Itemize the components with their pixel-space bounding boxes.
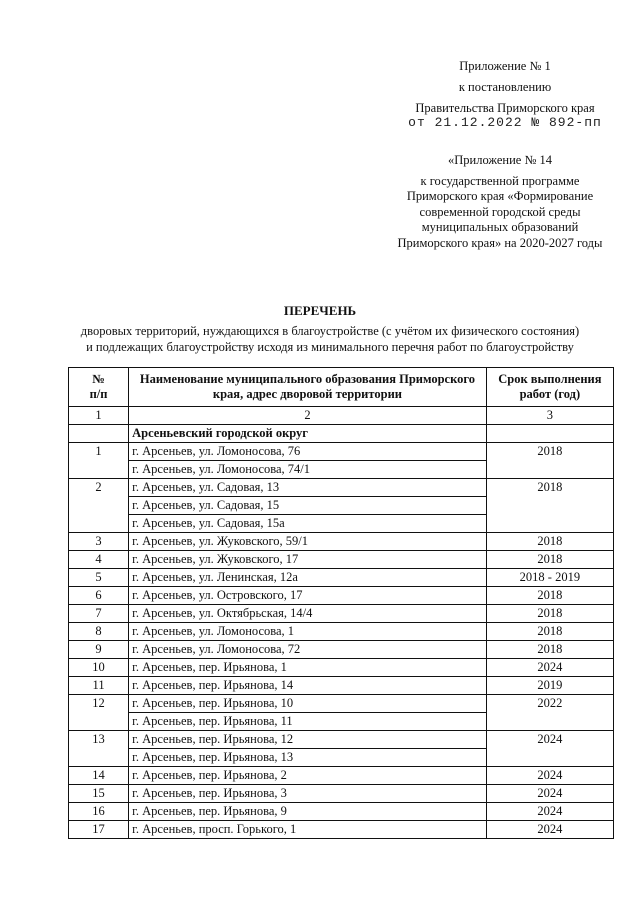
row-number: 8 bbox=[69, 623, 129, 641]
header-number-label: п/п bbox=[89, 387, 108, 401]
row-address: г. Арсеньев, пер. Ирьянова, 14 bbox=[129, 677, 487, 695]
row-number: 5 bbox=[69, 569, 129, 587]
group-name: Арсеньевский городской округ bbox=[129, 425, 487, 443]
appendix-14-line: Приморского края» на 2020-2027 годы bbox=[397, 235, 603, 250]
row-number: 12 bbox=[69, 695, 129, 731]
row-number: 15 bbox=[69, 785, 129, 803]
table-row bbox=[69, 533, 614, 551]
row-address: г. Арсеньев, пер. Ирьянова, 12 bbox=[129, 731, 487, 749]
row-number: 6 bbox=[69, 587, 129, 605]
appendix-1-government: Правительства Приморского края bbox=[415, 101, 595, 115]
header-term bbox=[486, 368, 613, 407]
table-row bbox=[69, 767, 614, 785]
row-number: 2 bbox=[69, 479, 129, 533]
row-year: 2018 - 2019 bbox=[486, 569, 613, 587]
table-row bbox=[69, 551, 614, 569]
header-term-line: Срок выполнения bbox=[498, 372, 602, 386]
row-year: 2018 bbox=[486, 551, 613, 569]
row-number: 13 bbox=[69, 731, 129, 767]
header-name: Наименование муниципального образования Приморского края, адрес дворовой территории bbox=[129, 368, 487, 407]
row-address: г. Арсеньев, ул. Ленинская, 12а bbox=[129, 569, 487, 587]
row-number: 3 bbox=[69, 533, 129, 551]
row-address: г. Арсеньев, ул. Ломоносова, 74/1 bbox=[129, 461, 487, 479]
row-address: г. Арсеньев, ул. Октябрьская, 14/4 bbox=[129, 605, 487, 623]
group-empty-cell bbox=[486, 425, 613, 443]
column-number-row bbox=[69, 407, 614, 425]
row-year: 2018 bbox=[486, 623, 613, 641]
header-number bbox=[69, 368, 129, 407]
row-number: 10 bbox=[69, 659, 129, 677]
table-row bbox=[69, 479, 614, 497]
row-year: 2018 bbox=[486, 641, 613, 659]
table-row bbox=[69, 569, 614, 587]
appendix-1-date-stamp: от 21.12.2022 № 892-пп bbox=[408, 115, 602, 130]
row-address: г. Арсеньев, просп. Горького, 1 bbox=[129, 821, 487, 839]
table-row bbox=[69, 785, 614, 803]
row-number: 4 bbox=[69, 551, 129, 569]
row-year: 2024 bbox=[486, 821, 613, 839]
row-number: 11 bbox=[69, 677, 129, 695]
table-header-row bbox=[69, 368, 614, 407]
row-address: г. Арсеньев, ул. Жуковского, 59/1 bbox=[129, 533, 487, 551]
row-address: г. Арсеньев, пер. Ирьянова, 9 bbox=[129, 803, 487, 821]
row-address: г. Арсеньев, пер. Ирьянова, 13 bbox=[129, 749, 487, 767]
row-address: г. Арсеньев, ул. Садовая, 15а bbox=[129, 515, 487, 533]
table-row bbox=[69, 443, 614, 461]
row-year: 2024 bbox=[486, 767, 613, 785]
row-year: 2019 bbox=[486, 677, 613, 695]
appendix-1-block bbox=[380, 58, 630, 136]
group-row bbox=[69, 425, 614, 443]
row-year: 2024 bbox=[486, 731, 613, 767]
table-row bbox=[69, 731, 614, 749]
document-title: ПЕРЕЧЕНЬ bbox=[283, 303, 357, 318]
table-row bbox=[69, 821, 614, 839]
row-year: 2018 bbox=[486, 587, 613, 605]
table-row bbox=[69, 803, 614, 821]
row-number: 7 bbox=[69, 605, 129, 623]
row-address: г. Арсеньев, ул. Ломоносова, 1 bbox=[129, 623, 487, 641]
row-year: 2024 bbox=[486, 803, 613, 821]
group-empty-cell bbox=[69, 425, 129, 443]
row-number: 1 bbox=[69, 443, 129, 479]
subtitle-line: дворовых территорий, нуждающихся в благоустройстве (с учётом их физического состояния) bbox=[80, 324, 580, 338]
row-year: 2018 bbox=[486, 605, 613, 623]
appendix-1-title: Приложение № 1 bbox=[459, 59, 551, 73]
row-year: 2022 bbox=[486, 695, 613, 731]
appendix-14-line: современной городской среды bbox=[419, 204, 581, 219]
table-row bbox=[69, 677, 614, 695]
table-row bbox=[69, 641, 614, 659]
row-year: 2018 bbox=[486, 443, 613, 479]
row-number: 9 bbox=[69, 641, 129, 659]
row-year: 2024 bbox=[486, 659, 613, 677]
table-row bbox=[69, 605, 614, 623]
table-row bbox=[69, 695, 614, 713]
appendix-14-title: «Приложение № 14 bbox=[447, 153, 553, 167]
table-row bbox=[69, 623, 614, 641]
column-number: 1 bbox=[69, 407, 129, 425]
table-body bbox=[69, 407, 614, 839]
row-address: г. Арсеньев, пер. Ирьянова, 1 bbox=[129, 659, 487, 677]
row-year: 2018 bbox=[486, 533, 613, 551]
appendix-1-decree: к постановлению bbox=[458, 80, 552, 94]
row-year: 2018 bbox=[486, 479, 613, 533]
row-address: г. Арсеньев, ул. Ломоносова, 72 bbox=[129, 641, 487, 659]
territories-table bbox=[68, 367, 614, 839]
header-term-line: работ (год) bbox=[519, 387, 581, 401]
row-address: г. Арсеньев, пер. Ирьянова, 2 bbox=[129, 767, 487, 785]
row-address: г. Арсеньев, пер. Ирьянова, 3 bbox=[129, 785, 487, 803]
row-year: 2024 bbox=[486, 785, 613, 803]
column-number: 3 bbox=[486, 407, 613, 425]
row-address: г. Арсеньев, ул. Садовая, 15 bbox=[129, 497, 487, 515]
row-address: г. Арсеньев, пер. Ирьянова, 11 bbox=[129, 713, 487, 731]
row-address: г. Арсеньев, ул. Жуковского, 17 bbox=[129, 551, 487, 569]
row-address: г. Арсеньев, ул. Ломоносова, 76 bbox=[129, 443, 487, 461]
row-address: г. Арсеньев, ул. Островского, 17 bbox=[129, 587, 487, 605]
appendix-14-block bbox=[375, 153, 625, 251]
table-row bbox=[69, 659, 614, 677]
table-row bbox=[69, 587, 614, 605]
header-number-sign: № bbox=[92, 372, 105, 386]
row-address: г. Арсеньев, ул. Садовая, 13 bbox=[129, 479, 487, 497]
row-address: г. Арсеньев, пер. Ирьянова, 10 bbox=[129, 695, 487, 713]
document-subtitle bbox=[60, 324, 600, 355]
appendix-14-line: муниципальных образований bbox=[421, 220, 579, 234]
appendix-14-line: Приморского края «Формирование bbox=[406, 189, 594, 203]
column-number: 2 bbox=[129, 407, 487, 425]
row-number: 14 bbox=[69, 767, 129, 785]
subtitle-line: и подлежащих благоустройству исходя из минимального перечня работ по благоустройству bbox=[86, 339, 574, 354]
appendix-14-line: к государственной программе bbox=[420, 173, 580, 188]
row-number: 16 bbox=[69, 803, 129, 821]
row-number: 17 bbox=[69, 821, 129, 839]
